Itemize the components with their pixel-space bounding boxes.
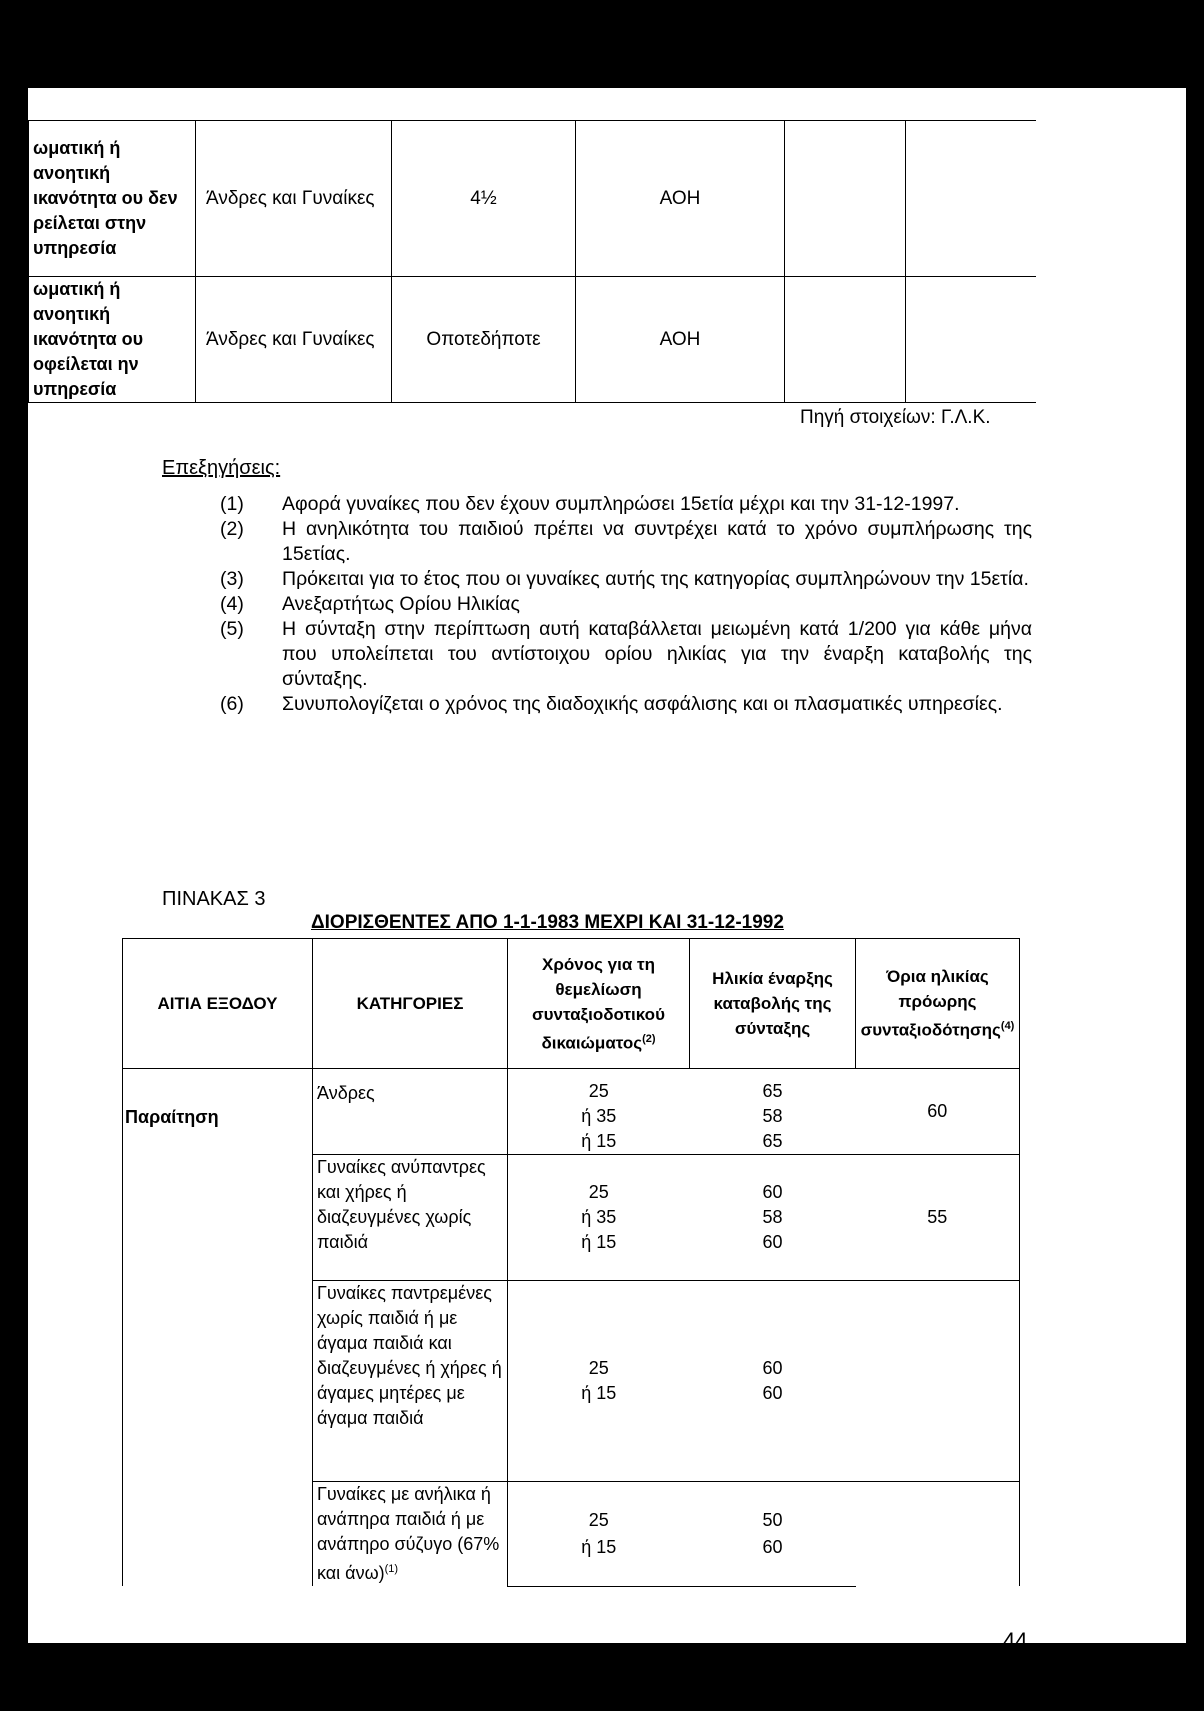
years-value: ή 35	[581, 1207, 617, 1227]
header-age: Ηλικία έναρξης καταβολής της σύνταξης	[690, 939, 856, 1069]
note-item	[220, 517, 1032, 567]
category-cell: Γυναίκες ανύπαντρες και χήρες ή διαζευγμένες χωρίς παιδιά	[313, 1155, 508, 1281]
years-value: ή 15	[581, 1232, 617, 1252]
years-value: 25	[508, 1482, 690, 1535]
note-text: Συνυπολογίζεται ο χρόνος της διαδοχικής ασφάλισης και οι πλασματικές υπηρεσίες.	[282, 693, 1003, 715]
years-value: ή 15	[581, 1131, 617, 1151]
years-value: 25	[508, 1281, 690, 1382]
table-row	[29, 277, 1037, 403]
note-number: (2)	[220, 518, 244, 540]
early-age-value: 60	[856, 1069, 1020, 1155]
age-value: 60	[690, 1155, 856, 1206]
age-value: 65	[762, 1081, 783, 1101]
top-table	[28, 120, 1036, 403]
header-early: Όρια ηλικίας πρόωρης συνταξιοδότησης$^{(4)}$	[856, 939, 1020, 1069]
age-cell: ΑΟΗ	[576, 121, 785, 277]
source-note: Πηγή στοιχείων: Γ.Λ.Κ.	[800, 407, 991, 428]
note-number: (6)	[220, 693, 244, 715]
note-number: (5)	[220, 618, 244, 640]
note-item	[220, 567, 1032, 592]
early-age-value: 55	[856, 1155, 1020, 1281]
note-item	[220, 492, 1032, 517]
table-title: ΔΙΟΡΙΣΘΕΝΤΕΣ ΑΠΟ 1-1-1983 ΜΕΧΡΙ ΚΑΙ 31-12-1992	[311, 912, 784, 933]
notes-list	[220, 492, 1032, 717]
note-text: Η ανηλικότητα του παιδιού πρέπει να συντρέχει κατά το χρόνο συμπλήρωσης της 15ετίας.	[282, 518, 1032, 565]
header-row	[123, 939, 1020, 1069]
table-row	[123, 1069, 1020, 1105]
years-value: 25	[508, 1155, 690, 1206]
table-label: ΠΙΝΑΚΑΣ 3	[162, 888, 266, 910]
header-reason: ΑΙΤΙΑ ΕΞΟΔΟΥ	[123, 939, 313, 1069]
age-cell: ΑΟΗ	[576, 277, 785, 403]
note-number: (1)	[220, 493, 244, 515]
note-number: (4)	[220, 593, 244, 615]
cause-cell: ωματική ή ανοητική ικανότητα ου δεν ρείλεται στην υπηρεσία	[29, 121, 196, 277]
early-age-value	[856, 1281, 1020, 1482]
age-value: 60	[762, 1383, 783, 1403]
empty-cell	[906, 121, 1037, 277]
age-value: 58	[762, 1207, 783, 1227]
early-age-value	[856, 1482, 1020, 1587]
category-cell: Άνδρες και Γυναίκες	[196, 121, 392, 277]
years-cell: 4½	[392, 121, 576, 277]
table-row	[29, 121, 1037, 277]
note-text: Πρόκειται για το έτος που οι γυναίκες αυτής της κατηγορίας συμπληρώνουν την 15ετία.	[282, 568, 1029, 590]
age-value: 60	[690, 1281, 856, 1382]
age-value: 50	[690, 1482, 856, 1535]
empty-cell	[785, 121, 906, 277]
reason-cell: Παραίτηση	[123, 1069, 313, 1587]
notes-title: Επεξηγήσεις:	[162, 457, 281, 479]
header-category: ΚΑΤΗΓΟΡΙΕΣ	[313, 939, 508, 1069]
age-value: 60	[762, 1232, 783, 1252]
years-value: ή 15	[581, 1383, 617, 1403]
years-value: 25	[588, 1081, 609, 1101]
note-item	[220, 592, 1032, 617]
note-item	[220, 617, 1032, 692]
category-cell: Άνδρες	[313, 1069, 508, 1155]
note-text: Ανεξαρτήτως Ορίου Ηλικίας	[282, 593, 520, 615]
category-cell: Άνδρες και Γυναίκες	[196, 277, 392, 403]
age-value: 60	[762, 1536, 783, 1557]
header-years: Χρόνος για τη θεμελίωση συνταξιοδοτικού δικαιώματος$^{(2)}$	[508, 939, 690, 1069]
years-cell: Οποτεδήποτε	[392, 277, 576, 403]
empty-cell	[906, 277, 1037, 403]
empty-cell	[785, 277, 906, 403]
age-value: 65	[762, 1131, 783, 1151]
category-cell: Γυναίκες με ανήλικα ή ανάπηρα παιδιά ή με ανάπηρο σύζυγο (67% και άνω)$^{(1)}$	[313, 1482, 508, 1587]
category-cell: Γυναίκες παντρεμένες χωρίς παιδιά ή με άγαμα παιδιά και διαζευγμένες ή χήρες ή άγαμες μητέρες με άγαμα παιδιά	[313, 1281, 508, 1482]
cause-cell: ωματική ή ανοητική ικανότητα ου οφείλεται ην υπηρεσία	[29, 277, 196, 403]
years-value: ή 15	[581, 1536, 617, 1557]
years-value: ή 35	[581, 1106, 617, 1126]
note-item	[220, 692, 1032, 717]
note-text: Η σύνταξη στην περίπτωση αυτή καταβάλλεται μειωμένη κατά 1/200 για κάθε μήνα που υπολείπεται του αντίστοιχου ορίου ηλικίας για την έναρξη καταβολής της σύνταξης.	[282, 618, 1032, 690]
note-text: Αφορά γυναίκες που δεν έχουν συμπληρώσει 15ετία μέχρι και την 31-12-1997.	[282, 493, 960, 515]
retirement-table	[122, 938, 1020, 1587]
age-value: 58	[762, 1106, 783, 1126]
note-number: (3)	[220, 568, 244, 590]
page-number: 44	[1003, 1628, 1028, 1653]
